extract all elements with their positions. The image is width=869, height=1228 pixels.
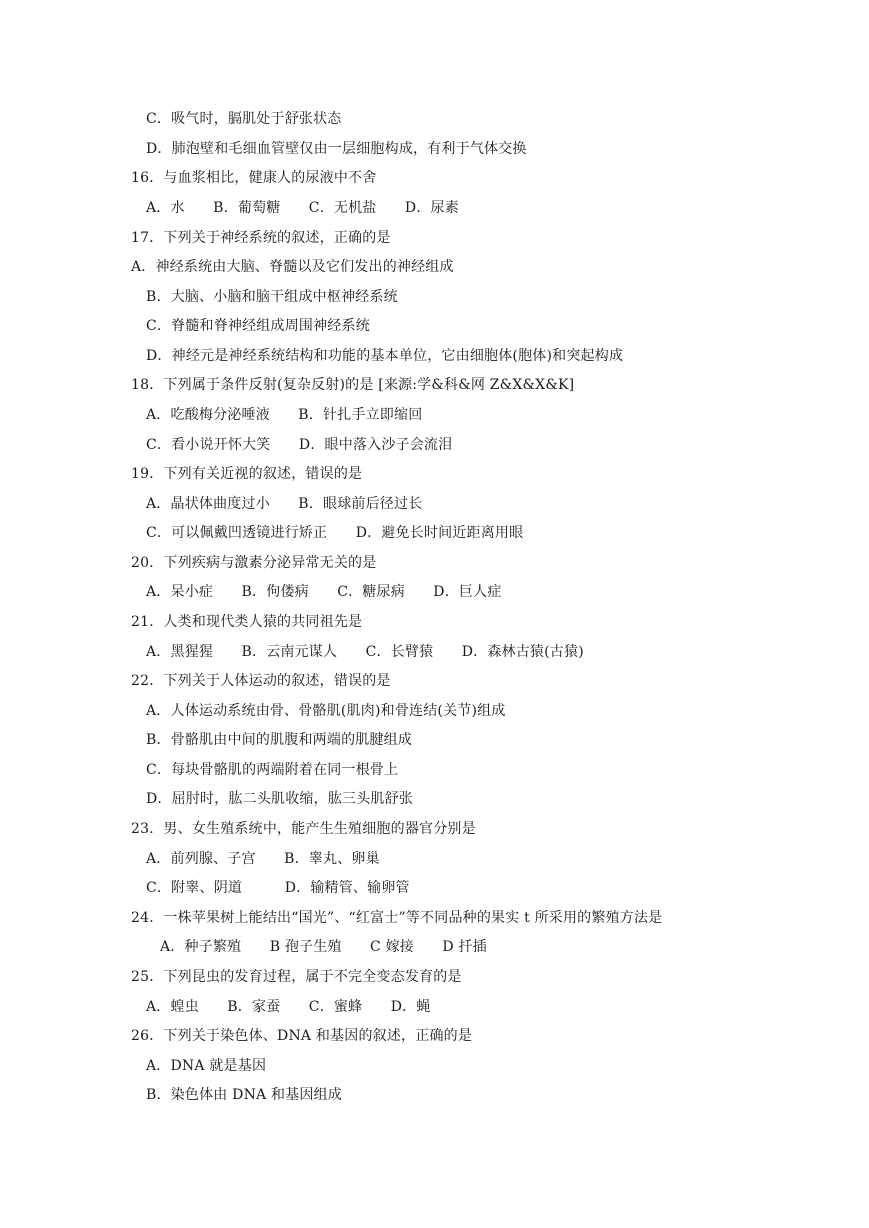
question-17: 17．下列关于神经系统的叙述，正确的是 (131, 230, 391, 246)
option-17c: C．脊髓和脊神经组成周围神经系统 (146, 318, 370, 334)
question-21: 21．人类和现代类人猿的共同祖先是 (131, 614, 363, 630)
option-17a: A．神经系统由大脑、脊髓以及它们发出的神经组成 (131, 259, 454, 275)
question-25: 25．下列昆虫的发育过程，属于不完全变态发育的是 (131, 969, 462, 985)
option-15c: C．吸气时，膈肌处于舒张状态 (146, 111, 342, 127)
question-20: 20．下列疾病与激素分泌异常无关的是 (131, 555, 377, 571)
option-26b: B．染色体由 DNA 和基因组成 (146, 1087, 342, 1103)
options-18-ab: A．吃酸梅分泌唾液 B．针扎手立即缩回 (146, 407, 423, 423)
options-20: A．呆小症 B．佝偻病 C．糖尿病 D．巨人症 (146, 584, 502, 600)
option-15d: D．肺泡壁和毛细血管壁仅由一层细胞构成，有利于气体交换 (146, 141, 527, 157)
options-19-ab: A．晶状体曲度过小 B．眼球前后径过长 (146, 496, 423, 512)
options-21: A．黑猩猩 B．云南元谋人 C．长臂猿 D．森林古猿(古猿) (146, 644, 584, 660)
option-22a: A．人体运动系统由骨、骨骼肌(肌肉)和骨连结(关节)组成 (146, 703, 506, 719)
options-16: A．水 B．葡萄糖 C．无机盐 D．尿素 (146, 200, 459, 216)
option-26a: A．DNA 就是基因 (146, 1058, 267, 1074)
question-19: 19．下列有关近视的叙述，错误的是 (131, 466, 363, 482)
option-17d: D．神经元是神经系统结构和功能的基本单位，它由细胞体(胞体)和突起构成 (146, 348, 624, 364)
options-18-cd: C．看小说开怀大笑 D．眼中落入沙子会流泪 (146, 437, 453, 453)
question-16: 16．与血浆相比，健康人的尿液中不舍 (131, 170, 377, 186)
question-24: 24．一株苹果树上能结出“国光”、“红富士”等不同品种的果实 t 所采用的繁殖方法是 (131, 910, 663, 926)
options-24: A．种子繁殖 B 孢子生殖 C 嫁接 D 扦插 (160, 939, 487, 955)
question-26: 26．下列关于染色体、DNA 和基因的叙述，正确的是 (131, 1028, 473, 1044)
question-18: 18．下列属于条件反射(复杂反射)的是 [来源:学&科&网 Z&X&X&K] (131, 377, 575, 393)
option-22d: D．屈肘时，肱二头肌收缩，肱三头肌舒张 (146, 791, 414, 807)
options-25: A．蝗虫 B．家蚕 C．蜜蜂 D．蝇 (146, 999, 431, 1015)
question-22: 22．下列关于人体运动的叙述，错误的是 (131, 673, 391, 689)
option-17b: B．大脑、小脑和脑干组成中枢神经系统 (146, 289, 398, 305)
options-19-cd: C．可以佩戴凹透镜进行矫正 D．避免长时间近距离用眼 (146, 525, 524, 541)
option-22c: C．每块骨骼肌的两端附着在同一根骨上 (146, 762, 399, 778)
options-23-ab: A．前列腺、子宫 B．睾丸、卵巢 (146, 851, 380, 867)
option-22b: B．骨骼肌由中间的肌腹和两端的肌腱组成 (146, 732, 413, 748)
options-23-cd: C．附睾、阴道 D．输精管、输卵管 (146, 880, 410, 896)
question-23: 23．男、女生殖系统中，能产生生殖细胞的器官分别是 (131, 821, 476, 837)
